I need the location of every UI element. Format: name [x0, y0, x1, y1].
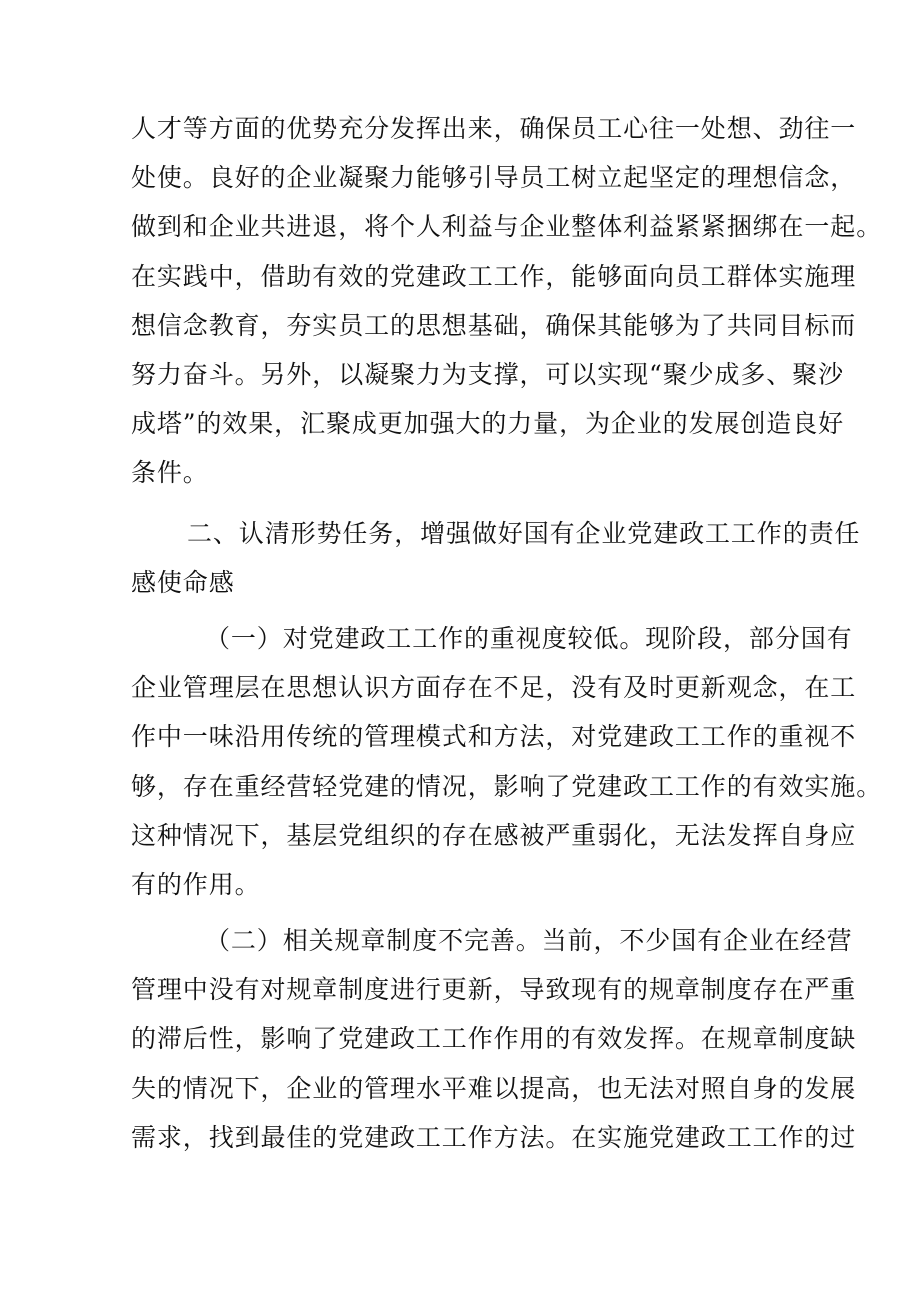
paragraph-subsection-2 — [131, 916, 857, 1162]
text-line: 做到和企业共进退，将个人利益与企业整体利益紧紧捆绑在一起。 — [131, 212, 883, 242]
text-line: 有的作用。 — [131, 869, 261, 899]
paragraph-subsection-1 — [131, 614, 883, 909]
text-line: 条件。 — [131, 458, 209, 488]
text-line: 在实践中，借助有效的党建政工工作，能够面向员工群体实施理 — [131, 261, 857, 291]
text-line: 人才等方面的优势充分发挥出来，确保员工心往一处想、劲往一 — [131, 114, 857, 143]
heading-line: 感使命感 — [131, 568, 235, 598]
text-line: 处使。良好的企业凝聚力能够引导员工树立起坚定的理想信念， — [131, 163, 857, 193]
heading-line: 二、认清形势任务，增强做好国有企业党建政工工作的责任 — [187, 519, 861, 548]
text-line: （二）相关规章制度不完善。当前，不少国有企业在经营 — [205, 926, 853, 955]
text-line: 想信念教育，夯实员工的思想基础，确保其能够为了共同目标而 — [131, 310, 857, 340]
text-line: 这种情况下，基层党组织的存在感被严重弱化，无法发挥自身应 — [131, 820, 857, 850]
text-line: 企业管理层在思想认识方面存在不足，没有及时更新观念，在工 — [131, 673, 857, 703]
text-line: 作中一味沿用传统的管理模式和方法，对党建政工工作的重视不 — [131, 722, 857, 752]
section-heading — [131, 509, 861, 607]
text-line: 管理中没有对规章制度进行更新，导致现有的规章制度存在严重 — [131, 975, 857, 1005]
paragraph-cohesion — [131, 104, 883, 498]
text-line: 的滞后性，影响了党建政工工作作用的有效发挥。在规章制度缺 — [131, 1024, 857, 1054]
text-line: 够，存在重经营轻党建的情况，影响了党建政工工作的有效实施。 — [131, 771, 883, 801]
text-line: 成塔”的效果，汇聚成更加强大的力量，为企业的发展创造良好 — [131, 409, 844, 439]
text-line: 努力奋斗。另外，以凝聚力为支撑，可以实现“聚少成多、聚沙 — [131, 359, 844, 389]
text-line: 需求，找到最佳的党建政工工作方法。在实施党建政工工作的过 — [131, 1122, 857, 1152]
text-line: （一）对党建政工工作的重视度较低。现阶段，部分国有 — [205, 624, 853, 653]
text-line: 失的情况下，企业的管理水平难以提高，也无法对照自身的发展 — [131, 1073, 857, 1103]
